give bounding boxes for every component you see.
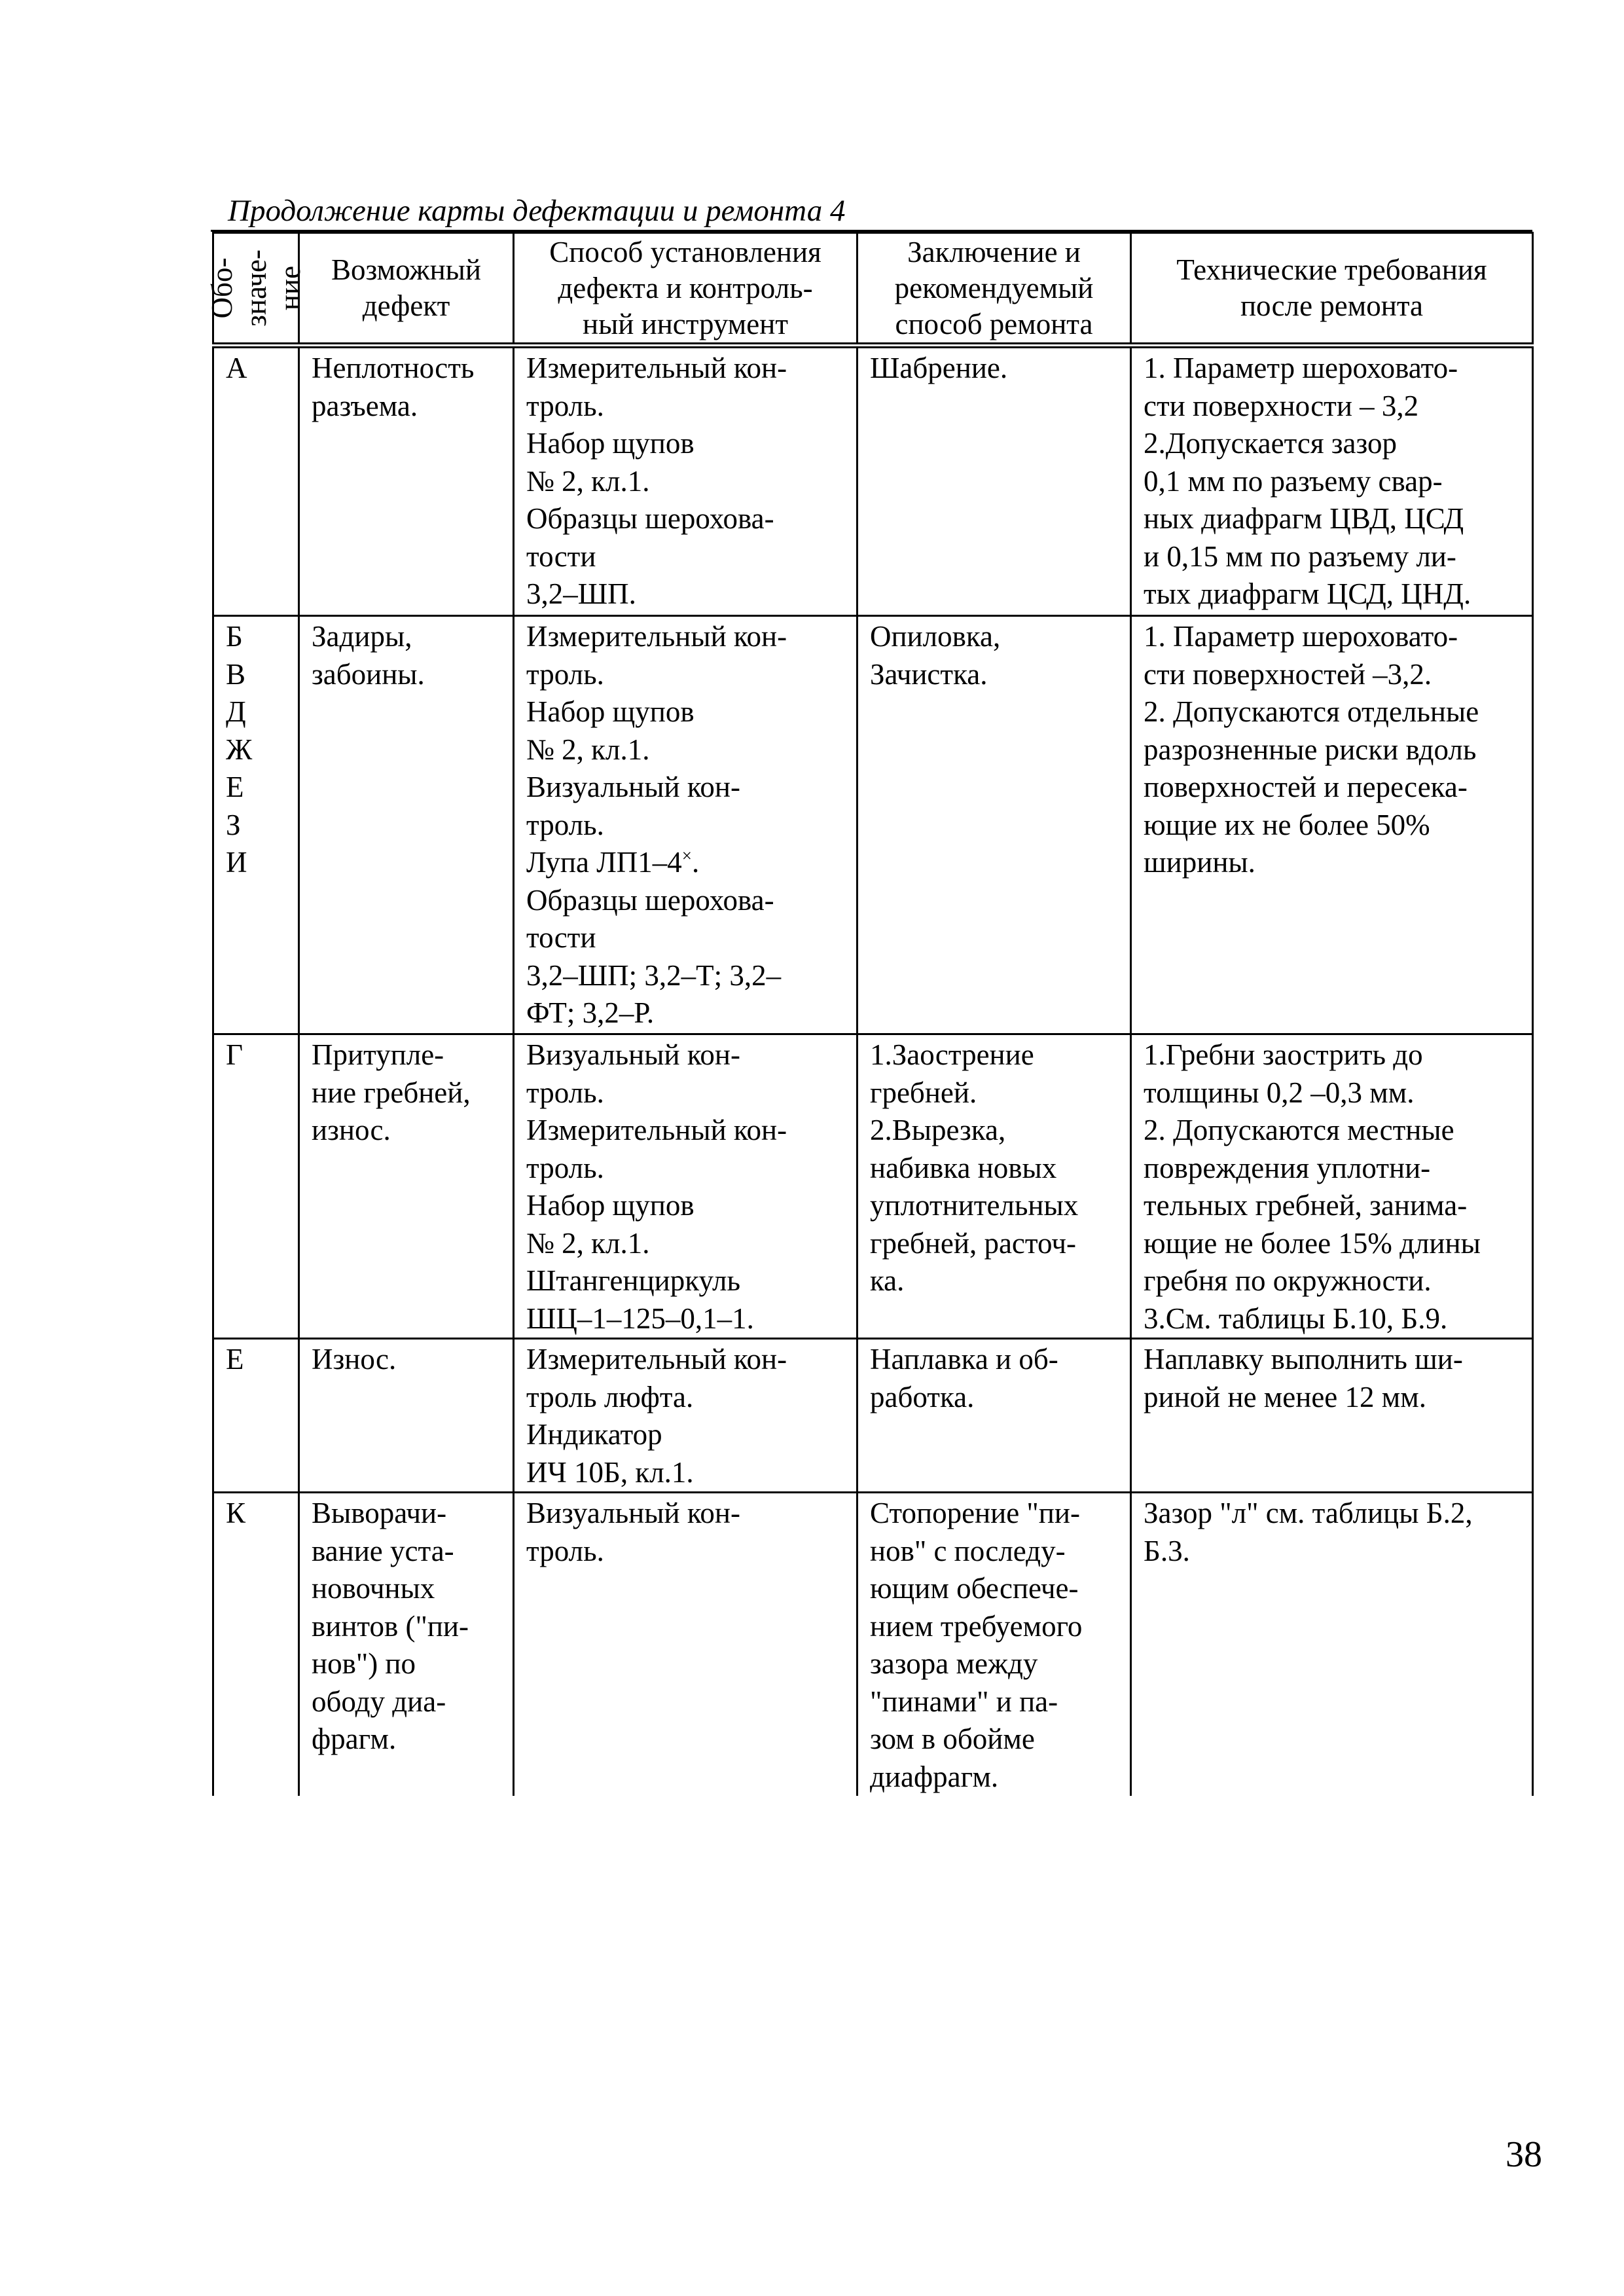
header-code-label: Обо- значе- ние — [206, 249, 306, 327]
cell-requirements: 1.Гребни заострить до толщины 0,2 –0,3 мм. 2. Допускаются местные повреждения уплотни- тельных гребней, занима- ющие не более 15% длины гребня по окружности. 3.См. таблицы Б.10, Б.9. — [1131, 1034, 1533, 1339]
cell-method: Визуальный кон- троль. Измерительный кон- троль. Набор щупов № 2, кл.1. Штангенциркуль ШЦ–1–125–0,1–1. — [514, 1034, 857, 1339]
cell-method — [514, 616, 857, 1034]
page-number: 38 — [1506, 2134, 1542, 2175]
cell-defect: Износ. — [299, 1339, 514, 1493]
cell-requirements: Зазор "л" см. таблицы Б.2, Б.3. — [1131, 1493, 1533, 1796]
cell-conclusion: Наплавка и об- работка. — [857, 1339, 1131, 1493]
cell-defect: Неплотность разъема. — [299, 346, 514, 616]
cell-method: Визуальный кон- троль. — [514, 1493, 857, 1796]
table-row — [213, 1034, 1533, 1339]
cell-requirements: Наплавку выполнить ши- риной не менее 12 мм. — [1131, 1339, 1533, 1493]
cell-code: Г — [213, 1034, 299, 1339]
header-method: Способ установления дефекта и контроль- ный инструмент — [514, 233, 857, 346]
table-row — [213, 1493, 1533, 1796]
cell-defect: Выворачи- вание уста- новочных винтов ("пи- нов") по ободу диа- фрагм. — [299, 1493, 514, 1796]
cell-conclusion: Стопорение "пи- нов" с последу- ющим обеспече- нием требуемого зазора между "пинами" и па- зом в обойме диафрагм. — [857, 1493, 1131, 1796]
table-header-row — [213, 233, 1533, 346]
header-defect: Возможный дефект — [299, 233, 514, 346]
cell-requirements: 1. Параметр шероховато- сти поверхностей –3,2. 2. Допускаются отдельные разрозненные риски вдоль поверхностей и пересека- ющие их не более 50% ширины. — [1131, 616, 1533, 1034]
cell-method: Измерительный кон- троль люфта. Индикатор ИЧ 10Б, кл.1. — [514, 1339, 857, 1493]
cell-code: А — [213, 346, 299, 616]
cell-method-text-a: Измерительный кон- троль. Набор щупов № 2, кл.1. Визуальный кон- троль. Лупа ЛП1–4 — [526, 620, 787, 879]
cell-code: Е — [213, 1339, 299, 1493]
cell-defect: Притупле- ние гребней, износ. — [299, 1034, 514, 1339]
table-row — [213, 1339, 1533, 1493]
cell-method: Измерительный кон- троль. Набор щупов № 2, кл.1. Образцы шерохова- тости 3,2–ШП. — [514, 346, 857, 616]
header-conclusion: Заключение и рекомендуемый способ ремонта — [857, 233, 1131, 346]
defect-table — [206, 232, 1534, 1796]
cell-code: К — [213, 1493, 299, 1796]
cell-code: Б В Д Ж Е З И — [213, 616, 299, 1034]
header-code — [206, 233, 306, 346]
superscript-mark: × — [681, 846, 692, 866]
cell-requirements: 1. Параметр шероховато- сти поверхности – 3,2 2.Допускается зазор 0,1 мм по разъему свар- ных диафрагм ЦВД, ЦСД и 0,15 мм по разъему ли- тых диафрагм ЦСД, ЦНД. — [1131, 346, 1533, 616]
cell-defect: Задиры, забоины. — [299, 616, 514, 1034]
cell-conclusion: Шабрение. — [857, 346, 1131, 616]
header-requirements: Технические требования после ремонта — [1131, 233, 1533, 346]
cell-conclusion: Опиловка, Зачистка. — [857, 616, 1131, 1034]
table-row — [213, 346, 1533, 616]
cell-conclusion: 1.Заострение гребней. 2.Вырезка, набивка новых уплотнительных гребней, расточ- ка. — [857, 1034, 1131, 1339]
table-row — [213, 616, 1533, 1034]
table-caption: Продолжение карты дефектации и ремонта 4 — [228, 194, 846, 228]
cell-method-text-b: . Образцы шерохова- тости 3,2–ШП; 3,2–Т; 3,2– ФТ; 3,2–Р. — [526, 846, 782, 1029]
